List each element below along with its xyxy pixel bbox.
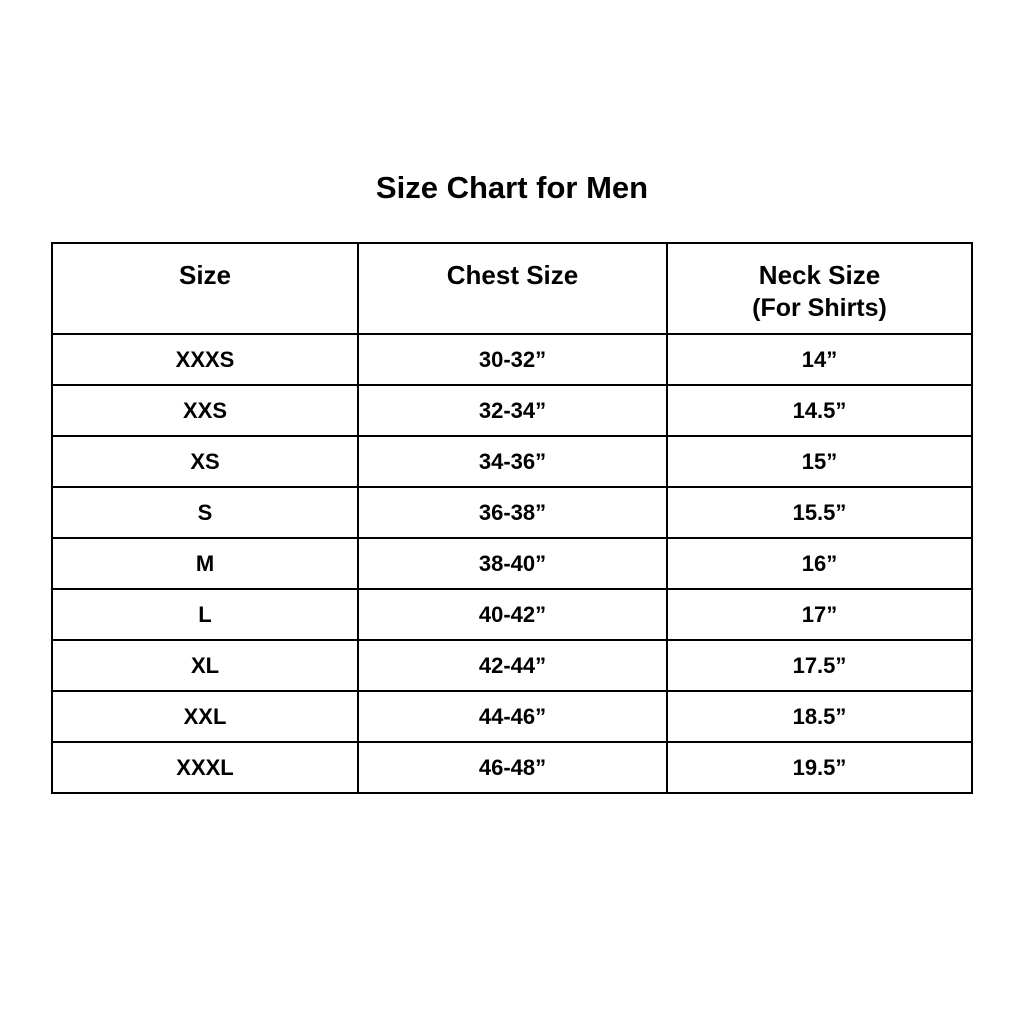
table-row [52, 334, 972, 385]
table-cell: 18.5” [667, 691, 972, 742]
table-cell: 34-36” [358, 436, 667, 487]
table-cell: XXL [52, 691, 358, 742]
table-cell: 38-40” [358, 538, 667, 589]
table-cell: 30-32” [358, 334, 667, 385]
table-row [52, 538, 972, 589]
table-cell: XXXL [52, 742, 358, 793]
table-cell: S [52, 487, 358, 538]
table-cell: 32-34” [358, 385, 667, 436]
size-chart-table [51, 242, 973, 794]
table-cell: 17.5” [667, 640, 972, 691]
header-row [52, 243, 972, 334]
table-header [52, 243, 972, 334]
table-row [52, 742, 972, 793]
table-cell: 15” [667, 436, 972, 487]
table-cell: XL [52, 640, 358, 691]
header-neck-size-label: Neck Size [758, 260, 881, 290]
table-cell: 46-48” [358, 742, 667, 793]
header-cell-size: Size [52, 243, 358, 334]
table-row [52, 589, 972, 640]
table-row [52, 640, 972, 691]
table-row [52, 691, 972, 742]
header-neck-size-sublabel: (For Shirts) [752, 294, 887, 322]
table-cell: M [52, 538, 358, 589]
header-cell-chest-size: Chest Size [358, 243, 667, 334]
table-cell: 40-42” [358, 589, 667, 640]
table-cell: XS [52, 436, 358, 487]
table-cell: 42-44” [358, 640, 667, 691]
table-cell: 19.5” [667, 742, 972, 793]
table-cell: 14” [667, 334, 972, 385]
header-cell-neck-size [667, 243, 972, 334]
table-cell: XXXS [52, 334, 358, 385]
table-row [52, 385, 972, 436]
table-cell: 17” [667, 589, 972, 640]
table-cell: XXS [52, 385, 358, 436]
table-row [52, 436, 972, 487]
table-body [52, 334, 972, 793]
table-cell: 16” [667, 538, 972, 589]
table-row [52, 487, 972, 538]
table-cell: 14.5” [667, 385, 972, 436]
page-title: Size Chart for Men [375, 170, 649, 205]
table-cell: 44-46” [358, 691, 667, 742]
table-cell: 36-38” [358, 487, 667, 538]
table-cell: L [52, 589, 358, 640]
table-cell: 15.5” [667, 487, 972, 538]
